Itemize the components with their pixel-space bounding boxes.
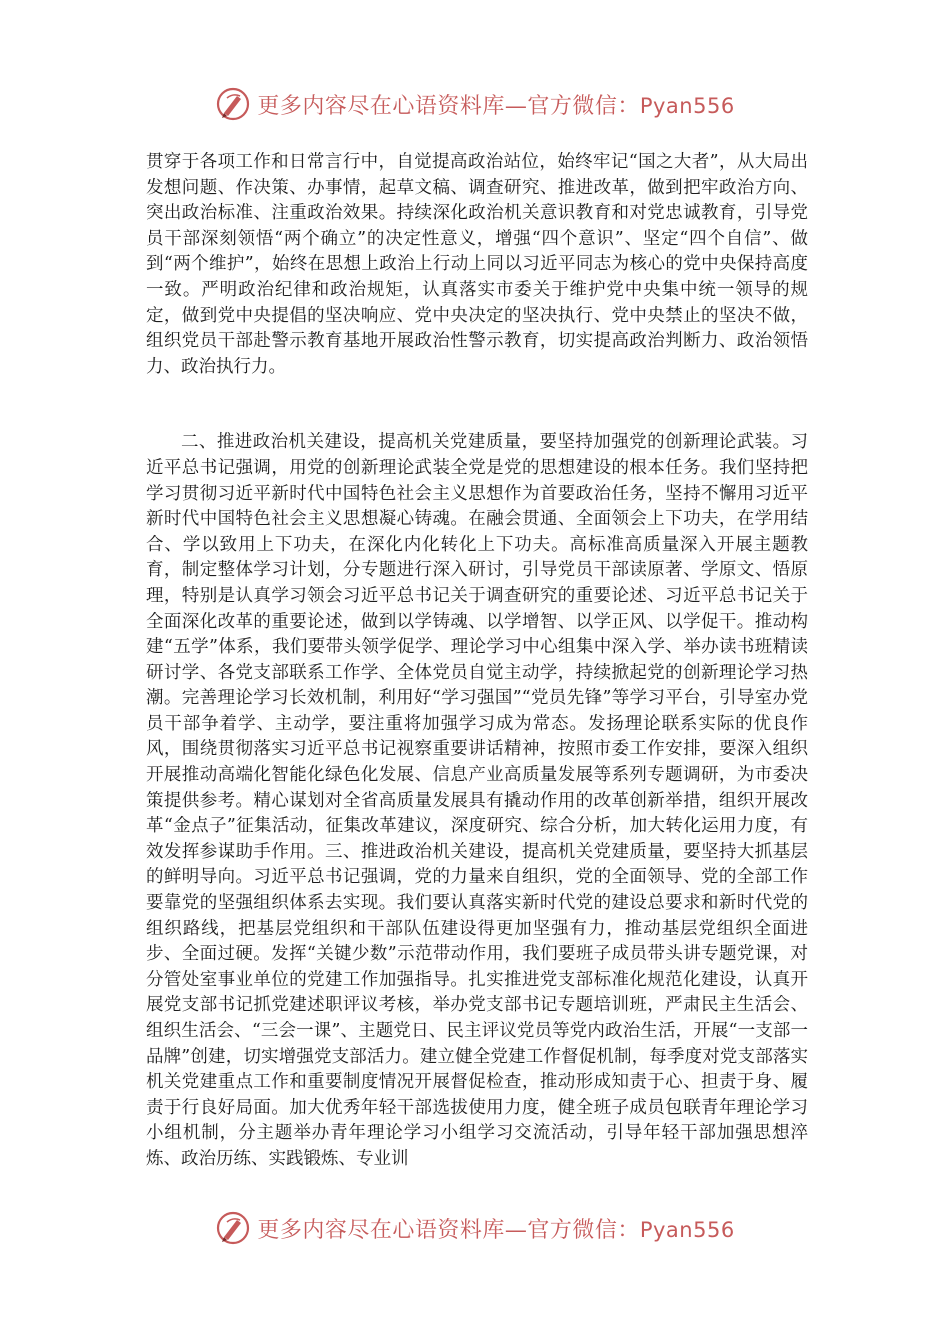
paragraph-2: 二、推进政治机关建设，提高机关党建质量，要坚持加强党的创新理论武装。习近平总书记强调，用党的创新理论武装全党是党的思想建设的根本任务。我们坚持把学习贯彻习近平新时代中国特色社会主义思想作为首要政治任务，坚持不懈用习近平新时代中国特色社会主义思想凝心铸魂。在融会贯通、全面领会上下功夫，在学用结合、学以致用上下功夫，在深化内化转化上下功夫。高标准高质量深入开展主题教育，制定整体学习计划，分专题进行深入研讨，引导党员干部读原著、学原文、悟原理，特别是认真学习领会习近平总书记关于调查研究的重要论述、习近平总书记关于全面深化改革的重要论述，做到以学铸魂、以学增智、以学正风、以学促干。推动构建“五学”体系，我们要带头领学促学、理论学习中心组集中深入学、举办读书班精读研讨学、各党支部联系工作学、全体党员自觉主动学，持续掀起党的创新理论学习热潮。完善理论学习长效机制，利用好“学习强国”“党员先锋”等学习平台，引导室办党员干部争着学、主动学，要注重将加强学习成为常态。发扬理论联系实际的优良作风，围绕贯彻落实习近平总书记视察重要讲话精神，按照市委工作安排，要深入组织开展推动高端化智能化绿色化发展、信息产业高质量发展等系列专题调研，为市委决策提供参考。精心谋划对全省高质量发展具有撬动作用的改革创新举措，组织开展改革“金点子”征集活动，征集改革建议，深度研究、综合分析，加大转化运用力度，有效发挥参谋助手作用。三、推进政治机关建设，提高机关党建质量，要坚持大抓基层的鲜明导向。习近平总书记强调，党的力量来自组织，党的全面领导、党的全部工作要靠党的坚强组织体系去实现。我们要认真落实新时代党的建设总要求和新时代党的组织路线，把基层党组织和干部队伍建设得更加坚强有力，推动基层党组织全面进步、全面过硬。发挥“关键少数”示范带动作用，我们要班子成员带头讲专题党课，对分管处室事业单位的党建工作加强指导。扎实推进党支部标准化规范化建设，认真开展党支部书记抓党建述职评议考核，举办党支部书记专题培训班，严肃民主生活会、组织生活会、“三会一课”、主题党日、民主评议党员等党内政治生活，开展“一支部一品牌”创建，切实增强党支部活力。建立健全党建工作督促机制，每季度对党支部落实机关党建重点工作和重要制度情况开展督促检查，推动形成知责于心、担责于身、履责于行良好局面。加大优秀年轻干部选拔使用力度，健全班子成员包联青年理论学习小组机制，分主题举办青年理论学习小组学习交流活动，引导年轻干部加强思想淬炼、政治历练、实践锻炼、专业训 — [146, 432, 808, 1169]
watermark-wechat-id: Pyan556 — [639, 1217, 735, 1242]
watermark-text: 更多内容尽在心语资料库—官方微信： — [257, 1217, 640, 1243]
pen-logo-icon — [215, 1210, 251, 1246]
watermark-banner-top — [0, 82, 950, 126]
pen-logo-icon — [215, 86, 251, 122]
watermark-banner-bottom — [0, 1206, 950, 1250]
paragraph-1: 贯穿于各项工作和日常言行中，自觉提高政治站位，始终牢记“国之大者”，从大局出发想问题、作决策、办事情，起草文稿、调查研究、推进改革，做到把牢政治方向、突出政治标准、注重政治效果。持续深化政治机关意识教育和对党忠诚教育，引导党员干部深刻领悟“两个确立”的决定性意义，增强“四个意识”、坚定“四个自信”、做到“两个维护”，始终在思想上政治上行动上同以习近平同志为核心的党中央保持高度一致。严明政治纪律和政治规矩，认真落实市委关于维护党中央集中统一领导的规定，做到党中央提倡的坚决响应、党中央决定的坚决执行、党中央禁止的坚决不做，组织党员干部赴警示教育基地开展政治性警示教育，切实提高政治判断力、政治领悟力、政治执行力。 — [146, 152, 808, 377]
watermark-wechat-id: Pyan556 — [639, 93, 735, 118]
watermark-text: 更多内容尽在心语资料库—官方微信： — [257, 93, 640, 119]
document-body — [146, 150, 808, 1173]
